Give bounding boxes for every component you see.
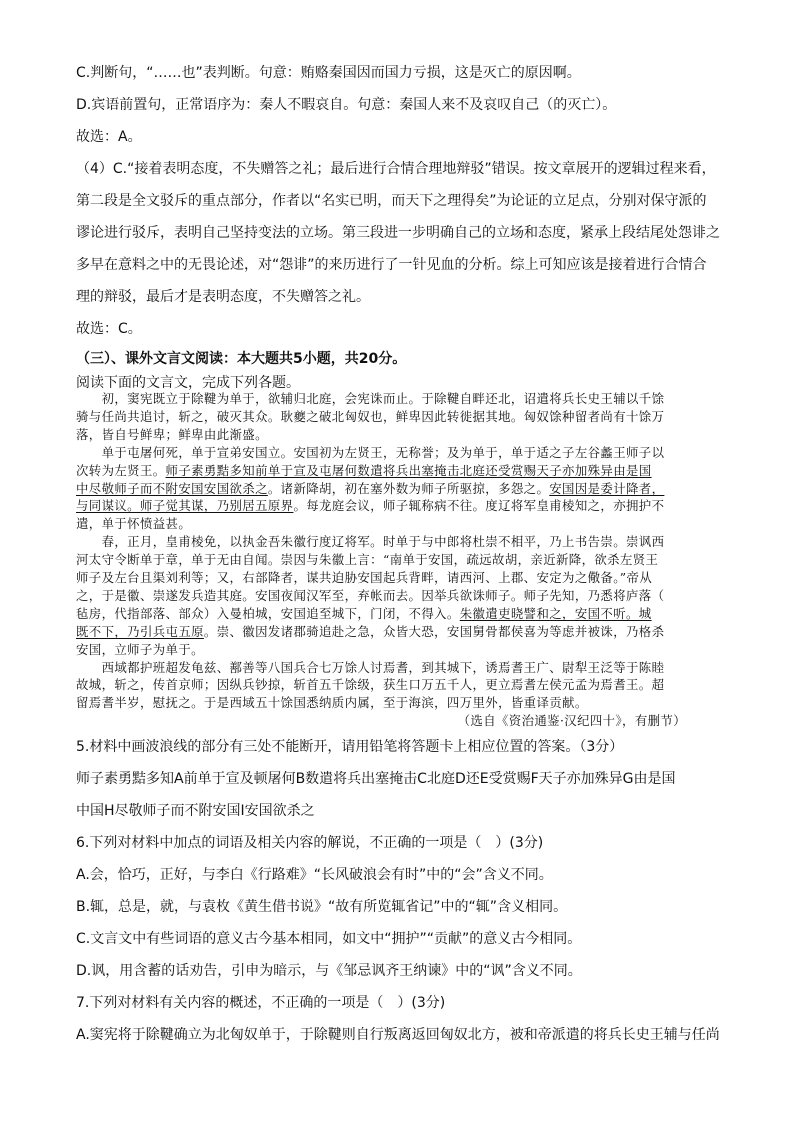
q4-explanation-line: 理的辩驳，最后才是表明态度，不失赠答之礼。	[76, 289, 370, 305]
passage-text: 师子及左台且渠刘利等；又，右部降者，谋共迫胁安国起兵背畔，请西河、上郡、安定为之儆备。”帝从	[76, 570, 653, 585]
underlined-phrase: 与同谋议。师子觉其谋，乃别居五原界	[76, 498, 294, 514]
answer-option-c: C.判断句，“……也”表判断。句意：贿赂秦国因而国力亏损，这是灭亡的原因啊。	[76, 65, 581, 81]
question-6-option-c: C.文言文中有些词语的意义古今基本相同，如文中“拥护”“贡献”的意义古今相同。	[76, 931, 582, 947]
classical-chinese-passage	[76, 390, 726, 730]
passage-line	[76, 569, 726, 587]
q4-explanation-line: 第二段是全文驳斥的重点部分，作者以“名实已明，而天下之理得矣”为论证的立足点，分别对保守派的	[76, 193, 707, 209]
passage-text: 单于屯屠何死，单于宣弟安国立。安国初为左贤王，无称誉；及为单于，单于适之子左谷蠡王师子以	[76, 444, 665, 460]
passage-line	[76, 605, 726, 623]
question-6-stem: 6.下列对材料中加点的词语及相关内容的解说，不正确的一项是（ ）(3分)	[76, 835, 544, 851]
passage-line	[76, 497, 726, 515]
passage-text: 。崇、徽因发诸郡骑追赴之急，众皆大恐，安国舅骨都侯喜为等虑并被诛，乃格杀	[203, 623, 665, 639]
q4-explanation-line: 多早在意料之中的无畏论述，对“怨诽”的来历进行了一针见血的分析。综上可知应该是接着进行合情合	[76, 257, 707, 273]
passage-line	[76, 480, 726, 498]
passage-text: 西域都护班超发龟兹、鄯善等八国兵合七万馀人讨焉耆，到其城下，诱焉耆王广、尉犁王泛等于陈睦	[76, 659, 665, 675]
passage-text: 安国，立师子为单于。	[76, 641, 204, 657]
passage-line	[76, 551, 726, 569]
passage-line	[76, 390, 726, 408]
passage-line	[76, 676, 726, 694]
passage-text: 留焉耆半岁，慰抚之。于是西域五十馀国悉纳质内属，至于海滨，四万里外，皆重译贡献。	[76, 695, 588, 711]
answer-choice-a: 故选：A。	[76, 129, 142, 145]
question-5-stem: 5.材料中画波浪线的部分有三处不能断开，请用铅笔将答题卡上相应位置的答案。（3分）	[76, 739, 624, 755]
question-5-text-line: 中国H尽敬师子而不附安国I安国欲杀之	[76, 803, 315, 819]
underlined-phrase: 既不下，乃引兵屯五原	[76, 623, 204, 639]
underlined-phrase: 中尽敬师子而不附安国安国欲杀之	[76, 480, 268, 496]
answer-option-d: D.宾语前置句，正常语序为：秦人不暇哀自。句意：秦国人来不及哀叹自己（的灭亡）。	[76, 97, 617, 113]
passage-text: 遣，单于怀愤益甚。	[76, 516, 192, 532]
passage-line	[76, 694, 726, 712]
question-7-option-a: A.窦宪将于除鞬确立为北匈奴单于，于除鞬则自行叛离返回匈奴北方，被和帝派遣的将兵长史王辅与任尚	[76, 1027, 720, 1043]
passage-text: 。每龙庭会议，师子辄称病不往。度辽将军皇甫棱知之，亦拥护不	[293, 498, 665, 514]
passage-text: 春，正月，皇甫棱免，以执金吾朱徽行度辽将军。时单于与中郎将杜崇不相平，乃上书告崇。崇讽西	[76, 534, 665, 550]
passage-line	[76, 641, 726, 659]
passage-text: 。诸新降胡，初在塞外数为师子所驱掠，多怨之。	[267, 480, 550, 496]
passage-line	[76, 623, 726, 641]
section-heading: （三）、课外文言文阅读：本大题共5小题，共20分。	[76, 351, 407, 367]
passage-line	[76, 444, 726, 462]
passage-line	[76, 659, 726, 677]
answer-choice-c: 故选：C。	[76, 321, 142, 337]
question-7-stem: 7.下列对材料有关内容的概述，不正确的一项是（ ）(3分)	[76, 995, 446, 1011]
passage-text: 故城，斩之，传首京师；因纵兵钞掠，斩首五千馀级，获生口万五千人，更立焉耆左侯元孟为焉耆王。超	[76, 677, 665, 693]
question-5-text-line: 师子素勇黠多知A前单于宣及顿屠何B数遣将兵出塞掩击C北庭D还E受赏赐F天子亦加殊异G由是国	[76, 771, 676, 787]
passage-line	[76, 426, 726, 444]
underlined-phrase: 师子素勇黠多知前单于宣及屯屠何数遣将兵出塞掩击北庭还受赏赐天子亦加殊异由是国	[165, 462, 652, 478]
passage-line	[76, 533, 726, 551]
passage-text: 落，皆自号鲜卑；鲜卑由此渐盛。	[76, 426, 268, 442]
passage-line	[76, 587, 726, 605]
underlined-phrase: 安国因是委计降者，	[549, 480, 665, 496]
underlined-phrase: 朱徽遣吏晓譬和之，安国不听。城	[459, 605, 652, 621]
q4-explanation-line: 谬论进行驳斥，表明自己坚持变法的立场。第三段进一步明确自己的立场和态度，紧承上段结尾处怨诽之	[76, 225, 720, 241]
passage-line	[76, 408, 726, 426]
section-instruction: 阅读下面的文言文，完成下列各题。	[76, 375, 300, 391]
question-6-option-a: A.会，恰巧，正好，与李白《行路难》“长风破浪会有时”中的“会”含义不同。	[76, 867, 553, 883]
question-6-option-d: D.讽，用含蓄的话劝告，引申为暗示，与《邹忌讽齐王纳谏》中的“讽”含义不同。	[76, 963, 582, 979]
passage-text: 河太守令断单于章，单于无由自闻。崇因与朱徽上言：“南单于安国，疏远故胡，亲近新降，欲杀左贤王	[76, 552, 659, 568]
passage-text: 毡房，代指部落、部众）入曼柏城，安国追至城下，门闭，不得入。	[76, 605, 460, 621]
passage-line	[76, 515, 726, 533]
passage-text: 之，于是徽、崇遂发兵造其庭。安国夜闻汉军至，弃帐而去。因举兵欲诛师子。师子先知，乃悉将庐落（	[76, 587, 665, 603]
q4-explanation-line: （4）C.“接着表明态度，不失赠答之礼；最后进行合情合理地辩驳”错误。按文章展开的逻辑过程来看，	[76, 161, 716, 177]
passage-line	[76, 462, 726, 480]
question-6-option-b: B.辄，总是，就，与袁枚《黄生借书说》“故有所览辄省记”中的“辄”含义相同。	[76, 899, 568, 915]
passage-text: 初，窦宪既立于除鞬为单于，欲辅归北庭，会宪诛而止。于除鞬自畔还北，诏遣将兵长史王辅以千馀	[76, 391, 665, 406]
passage-source: （选自《资治通鉴·汉纪四十》，有删节）	[457, 713, 686, 729]
passage-text: 次转为左贤王。	[76, 462, 166, 478]
passage-text: 骑与任尚共追讨，斩之，破灭其众。耿夔之破北匈奴也，鲜卑因此转徙据其地。匈奴馀种留者尚有十馀万	[76, 408, 665, 424]
